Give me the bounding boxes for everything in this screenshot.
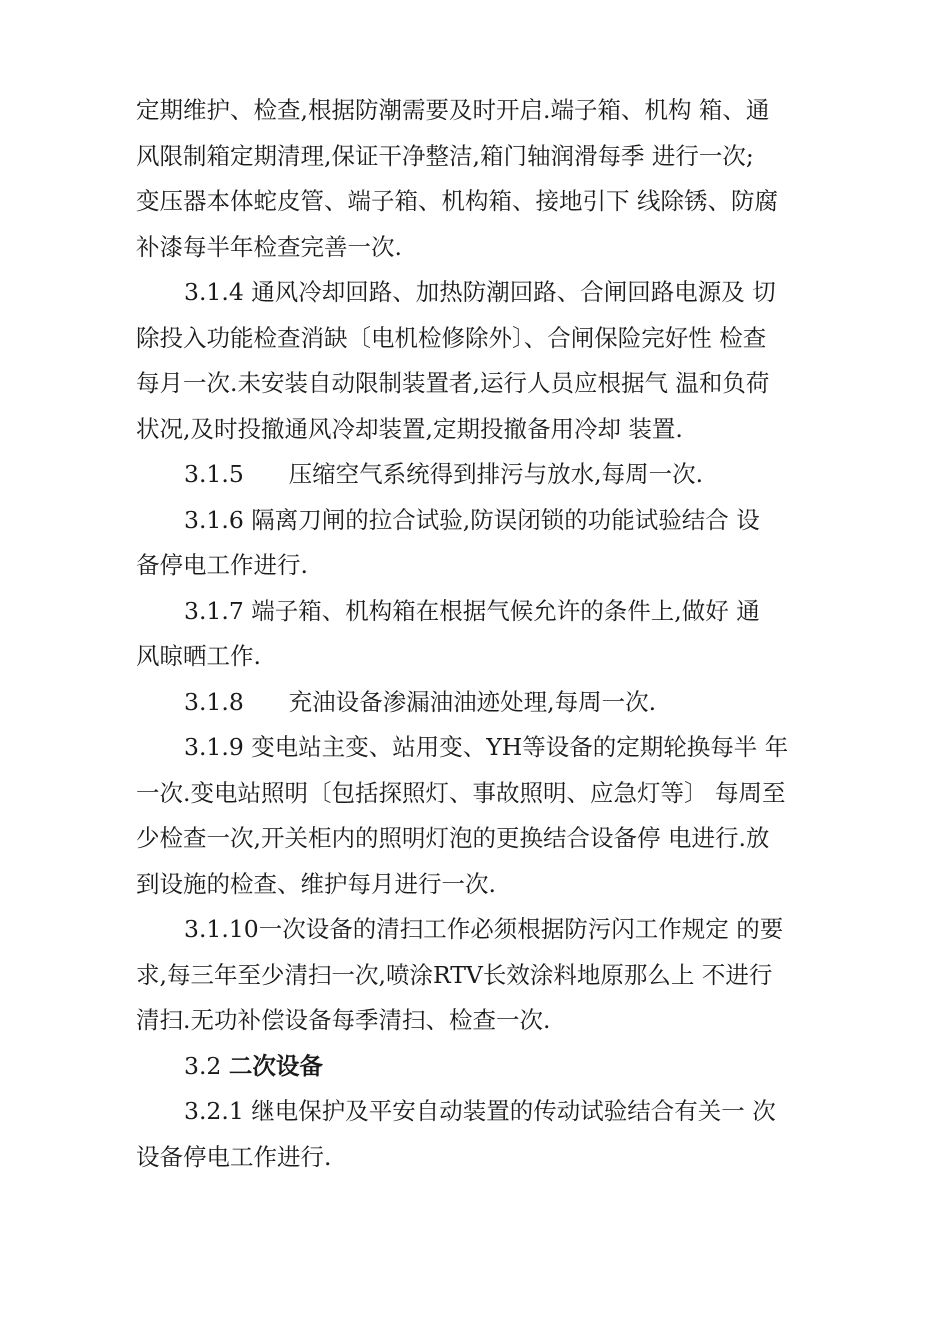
text-line: 3.1.10一次设备的清扫工作必须根据防污闪工作规定 的要 xyxy=(184,915,784,943)
text-line: 3.1.7 端子箱、机构箱在根据气候允许的条件上,做好 通 xyxy=(184,596,760,625)
text-line: 少检查一次,开关柜内的照明灯泡的更换结合设备停 电进行.放 xyxy=(136,824,770,852)
document-page xyxy=(136,88,826,1180)
text-line: 每月一次.未安装自动限制装置者,运行人员应根据气 温和负荷 xyxy=(136,369,770,397)
text-line: 除投入功能检查消缺〔电机检修除外〕、合闸保险完好性 检查 xyxy=(136,323,767,352)
paragraph xyxy=(136,680,826,726)
text-line: 定期维护、检查,根据防潮需要及时开启.端子箱、机构 箱、通 xyxy=(136,96,770,124)
text-line: 一次.变电站照明〔包括探照灯、事故照明、应急灯等〕 每周至 xyxy=(136,778,786,807)
text-line: 3.1.5 压缩空气系统得到排污与放水,每周一次. xyxy=(184,460,704,488)
text-line: 备停电工作进行. xyxy=(136,551,308,579)
section-title: 二次设备 xyxy=(228,1051,323,1080)
paragraph xyxy=(136,270,826,452)
text-line: 求,每三年至少清扫一次,喷涂RTV长效涂料地原那么上 不进行 xyxy=(136,960,773,989)
text-line: 变压器本体蛇皮管、端子箱、机构箱、接地引下 线除锈、防腐 xyxy=(136,187,778,215)
text-line: 3.1.4 通风冷却回路、加热防潮回路、合闸回路电源及 切 xyxy=(184,278,776,306)
text-line: 3.1.6 隔离刀闸的拉合试验,防误闭锁的功能试验结合 设 xyxy=(184,505,760,534)
text-line: 3.2.1 继电保护及平安自动装置的传动试验结合有关一 次 xyxy=(184,1097,776,1125)
paragraph xyxy=(136,88,826,270)
text-line: 风晾晒工作. xyxy=(136,642,261,670)
text-line: 状况,及时投撤通风冷却装置,定期投撤备用冷却 装置. xyxy=(136,414,683,443)
text-line: 清扫.无功补偿设备每季清扫、检查一次. xyxy=(136,1006,551,1034)
text-line: 风限制箱定期清理,保证干净整洁,箱门轴润滑每季 进行一次; xyxy=(136,141,754,170)
text-line: 3.1.8 充油设备渗漏油油迹处理,每周一次. xyxy=(184,687,657,716)
paragraph xyxy=(136,725,826,907)
section-number: 3.2 xyxy=(184,1051,229,1080)
text-line: 3.1.9 变电站主变、站用变、YH等设备的定期轮换每半 年 xyxy=(184,733,789,761)
text-line: 设备停电工作进行. xyxy=(136,1142,332,1171)
section-heading xyxy=(136,1044,826,1090)
text-line: 补漆每半年检查完善一次. xyxy=(136,232,402,261)
paragraph xyxy=(136,1089,826,1180)
paragraph xyxy=(136,452,826,498)
text-line: 到设施的检查、维护每月进行一次. xyxy=(136,869,496,898)
section-heading-line xyxy=(136,1044,826,1090)
paragraph xyxy=(136,589,826,680)
paragraph xyxy=(136,498,826,589)
paragraph xyxy=(136,907,826,1044)
